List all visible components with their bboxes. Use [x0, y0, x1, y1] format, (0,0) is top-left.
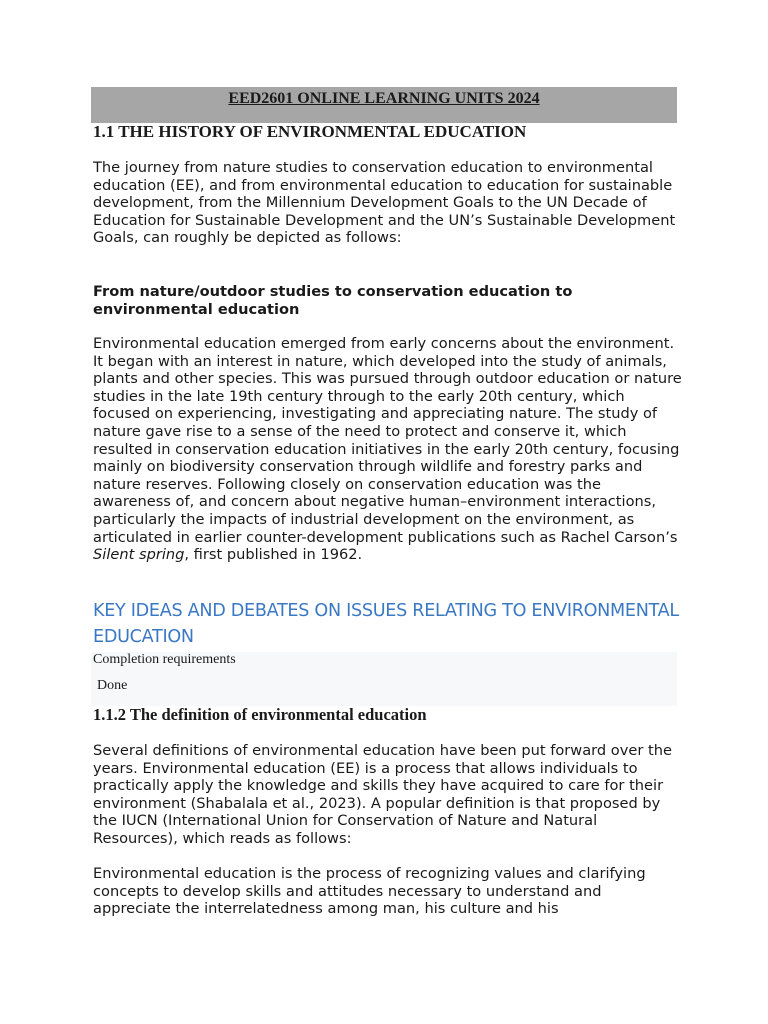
history-body-paragraph [93, 335, 683, 564]
key-ideas-heading: KEY IDEAS AND DEBATES ON ISSUES RELATING TO ENVIRONMENTAL EDUCATION [93, 601, 679, 647]
section-heading-history: 1.1 THE HISTORY OF ENVIRONMENTAL EDUCATION [93, 122, 527, 141]
history-body-text: Environmental education emerged from early concerns about the environment. It began with an interest in nature, which developed into the study of animals, plants and other species. This was pursued through outdoor education or nature studies in the late 19th century through to the early 20th century, which focused on experiencing, investigating and appreciating nature. The study of nature gave rise to a sense of the need to protect and conserve it, which resulted in conservation education initiatives in the early 20th century, focusing mainly on biodiversity conservation through wildlife and forestry parks and nature reserves. Following closely on conservation education was the awareness of, and concern about negative human–environment interactions, particularly the impacts of industrial development on the environment, as articulated in earlier counter-development publications such as Rachel Carson’s [93, 335, 682, 546]
completion-status-done: Done [97, 678, 128, 693]
document-banner [91, 87, 677, 123]
intro-paragraph: The journey from nature studies to conservation education to environmental education (EE), and from environmental education to education for sustainable development, from the Millennium Development Goals to the UN Decade of Education for Sustainable Development and the UN’s Sustainable Development Goals, can roughly be depicted as follows: [93, 159, 676, 247]
subheading-nature-studies: From nature/outdoor studies to conservation education to environmental education [93, 283, 573, 318]
completion-requirements-label: Completion requirements [93, 652, 236, 667]
definition-paragraph-1: Several definitions of environmental education have been put forward over the years. Environmental education (EE) is a process that allows individuals to practically apply the knowledge and skills they have acquired to care for their environment (Shabalala et al., 2023). A popular definition is that proposed by the IUCN (International Union for Conservation of Nature and Natural Resources), which reads as follows: [93, 742, 672, 847]
banner-title: EED2601 ONLINE LEARNING UNITS 2024 [228, 90, 540, 107]
history-body-end: , first published in 1962. [184, 546, 363, 564]
definition-paragraph-2: Environmental education is the process of recognizing values and clarifying concepts to develop skills and attitudes necessary to understand and appreciate the interrelatedness among man, his culture and his [93, 865, 646, 918]
book-title-italic: Silent spring [93, 546, 185, 564]
section-heading-definition: 1.1.2 The definition of environmental education [93, 705, 427, 724]
